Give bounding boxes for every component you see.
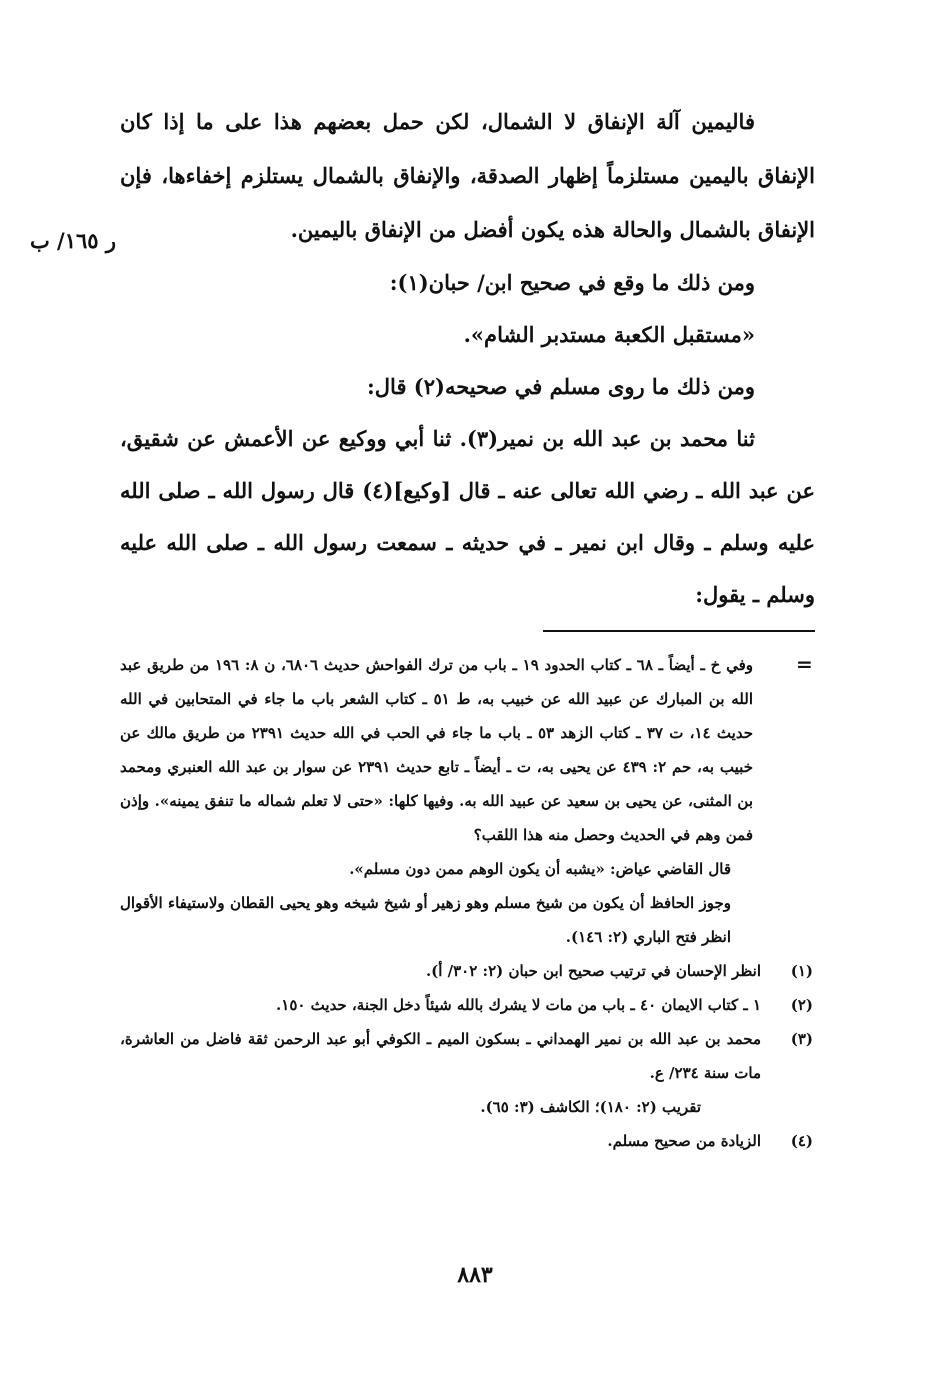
footnote-text: الزيادة من صحيح مسلم. (607, 1132, 761, 1150)
footnote-4 (120, 1124, 813, 1158)
footnote-number: (٤) (790, 1132, 813, 1150)
page-number: ٨٨٣ (457, 1262, 493, 1288)
paragraph-3: «مستقبل الكعبة مستدبر الشام». (463, 322, 755, 347)
margin-note: ر ١٦٥/ ب (29, 228, 116, 253)
footnote-2 (120, 988, 813, 1022)
footnote-text: محمد بن عبد الله بن نمير الهمداني ـ بسكون الميم ـ الكوفي أبو عبد الرحمن ثقة فاضل من العاشرة، مات سنة ٢٣٤/ ع. (120, 1030, 761, 1082)
footnote-number: (٣) (790, 1030, 813, 1048)
main-text (120, 95, 815, 621)
paragraph-2: ومن ذلك ما وقع في صحيح ابن/ حبان(١): (389, 270, 755, 295)
footnote-qadi-quote: قال القاضي عياض: «يشبه أن يكون الوهم ممن دون مسلم». (349, 860, 731, 878)
footnotes (120, 648, 813, 1158)
footnote-text: انظر الإحسان في ترتيب صحيح ابن حبان (٢: ٣٠٢/ أ). (425, 962, 761, 980)
footnote-continuation: وفي خ ـ أيضاً ـ ٦٨ ـ كتاب الحدود ١٩ ـ باب من ترك الفواحش حديث ٦٨٠٦، ن ٨: ١٩٦ من طريق عبد الله بن المبارك عن عبيد الله عن خبيب به، ط ٥١ ـ كتاب الشعر باب ما جاء في المتحابين في الله حديث ١٤، ت ٣٧ ـ كتاب الزهد ٥٣ ـ باب ما جاء في الحب في الله حديث ٢٣٩١ من طريق مالك عن خبيب به، حم ٢: ٤٣٩ عن يحيى به، ت ـ أيضاً ـ تابع حديث ٢٣٩١ عن سوار بن عبد الله العنبري ومحمد بن المثنى، عن يحيى بن سعيد عن عبيد الله به. وفيها كلها: «حتى لا تعلم شماله ما تنفق يمينه». وإذن فمن وهم في الحديث وحصل منه هذا اللقب؟ (120, 656, 753, 844)
footnote-divider (543, 630, 815, 632)
footnote-3-references: تقريب (٢: ١٨٠)؛ الكاشف (٣: ٦٥). (480, 1098, 701, 1116)
footnote-1 (120, 954, 813, 988)
paragraph-4: ومن ذلك ما روى مسلم في صحيحه(٢) قال: (367, 374, 755, 399)
footnote-continuation-marker: = (796, 652, 813, 676)
footnote-number: (١) (790, 962, 813, 980)
paragraph-1: فاليمين آلة الإنفاق لا الشمال، لكن حمل بعضهم هذا على ما إذا كان الإنفاق باليمين مستلزماً إظهار الصدقة، والإنفاق بالشمال يستلزم إخفاءها، فإن الإنفاق بالشمال والحالة هذه يكون أفضل من الإنفاق باليمين. (120, 109, 815, 242)
paragraph-5: ثنا محمد بن عبد الله بن نمير(٣). ثنا أبي ووكيع عن الأعمش عن شقيق، عن عبد الله ـ رضي الله تعالى عنه ـ قال [وكيع](٤) قال رسول الله ـ صلى الله عليه وسلم ـ وقال ابن نمير ـ في حديثه ـ سمعت رسول الله ـ صلى الله عليه وسلم ـ يقول: (120, 426, 815, 607)
footnote-number: (٢) (790, 996, 813, 1014)
footnote-hafiz-note: وجوز الحافظ أن يكون من شيخ مسلم وهو زهير أو شيخ شيخه وهو يحيى القطان ولاستيفاء الأقوال انظر فتح الباري (٢: ١٤٦). (120, 894, 731, 946)
footnote-text: ١ ـ كتاب الايمان ٤٠ ـ باب من مات لا يشرك بالله شيئاً دخل الجنة، حديث ١٥٠. (276, 996, 761, 1014)
footnote-3 (120, 1022, 813, 1090)
